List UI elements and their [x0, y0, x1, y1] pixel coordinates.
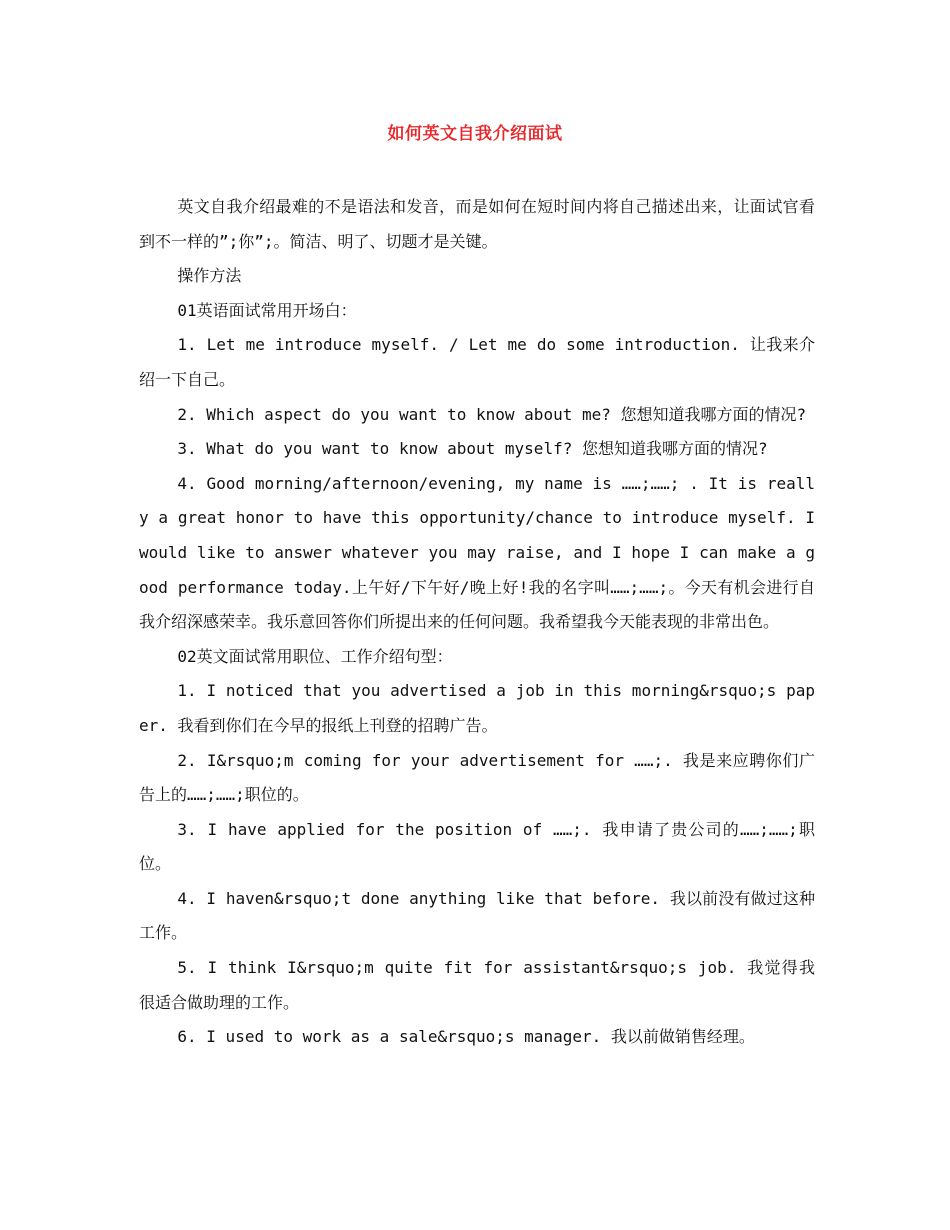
job-phrase-4: 4. I haven&rsquo;t done anything like that before. 我以前没有做过这种工作。: [139, 888, 815, 943]
job-phrase-1: 1. I noticed that you advertised a job in this morning&rsquo;s paper. 我看到你们在今早的报纸上刊登的招聘广告。: [139, 681, 815, 735]
opening-phrase-3: 3. What do you want to know about myself? 您想知道我哪方面的情况?: [177, 439, 768, 459]
intro-paragraph: 英文自我介绍最难的不是语法和发音，而是如何在短时间内将自己描述出来，让面试官看到不一样的”;你”;。简洁、明了、切题才是关键。: [139, 197, 815, 251]
section-heading-02: 02英文面试常用职位、工作介绍句型：: [177, 646, 453, 666]
job-phrase-6: 6. I used to work as a sale&rsquo;s manager. 我以前做销售经理。: [177, 1027, 755, 1047]
document-body: [139, 190, 815, 1055]
job-phrase-5: 5. I think I&rsquo;m quite fit for assistant&rsquo;s job. 我觉得我很适合做助理的工作。: [139, 958, 815, 1012]
job-phrase-2: 2. I&rsquo;m coming for your advertisement for ……;. 我是来应聘你们广告上的……;……;职位的。: [139, 750, 815, 805]
opening-phrase-1: 1. Let me introduce myself. / Let me do some introduction. 让我来介绍一下自己。: [139, 335, 815, 389]
method-heading: 操作方法: [177, 266, 242, 286]
opening-phrase-2: 2. Which aspect do you want to know about me? 您想知道我哪方面的情况?: [177, 404, 807, 424]
opening-phrase-4: 4. Good morning/afternoon/evening, my name is ……;……; . It is really a great honor to have this opportunity/chance to introduce myself. I would like to answer whatever you may raise, and I hope I can make a good performance today.上午好/下午好/晚上好!我的名字叫……;……;。今天有机会进行自我介绍深感荣幸。我乐意回答你们所提出来的任何问题。我希望我今天能表现的非常出色。: [139, 473, 815, 632]
section-heading-01: 01英语面试常用开场白：: [177, 300, 357, 320]
job-phrase-3: 3. I have applied for the position of ……;. 我申请了贵公司的……;……;职位。: [139, 819, 815, 874]
page-title: 如何英文自我介绍面试: [387, 124, 563, 144]
